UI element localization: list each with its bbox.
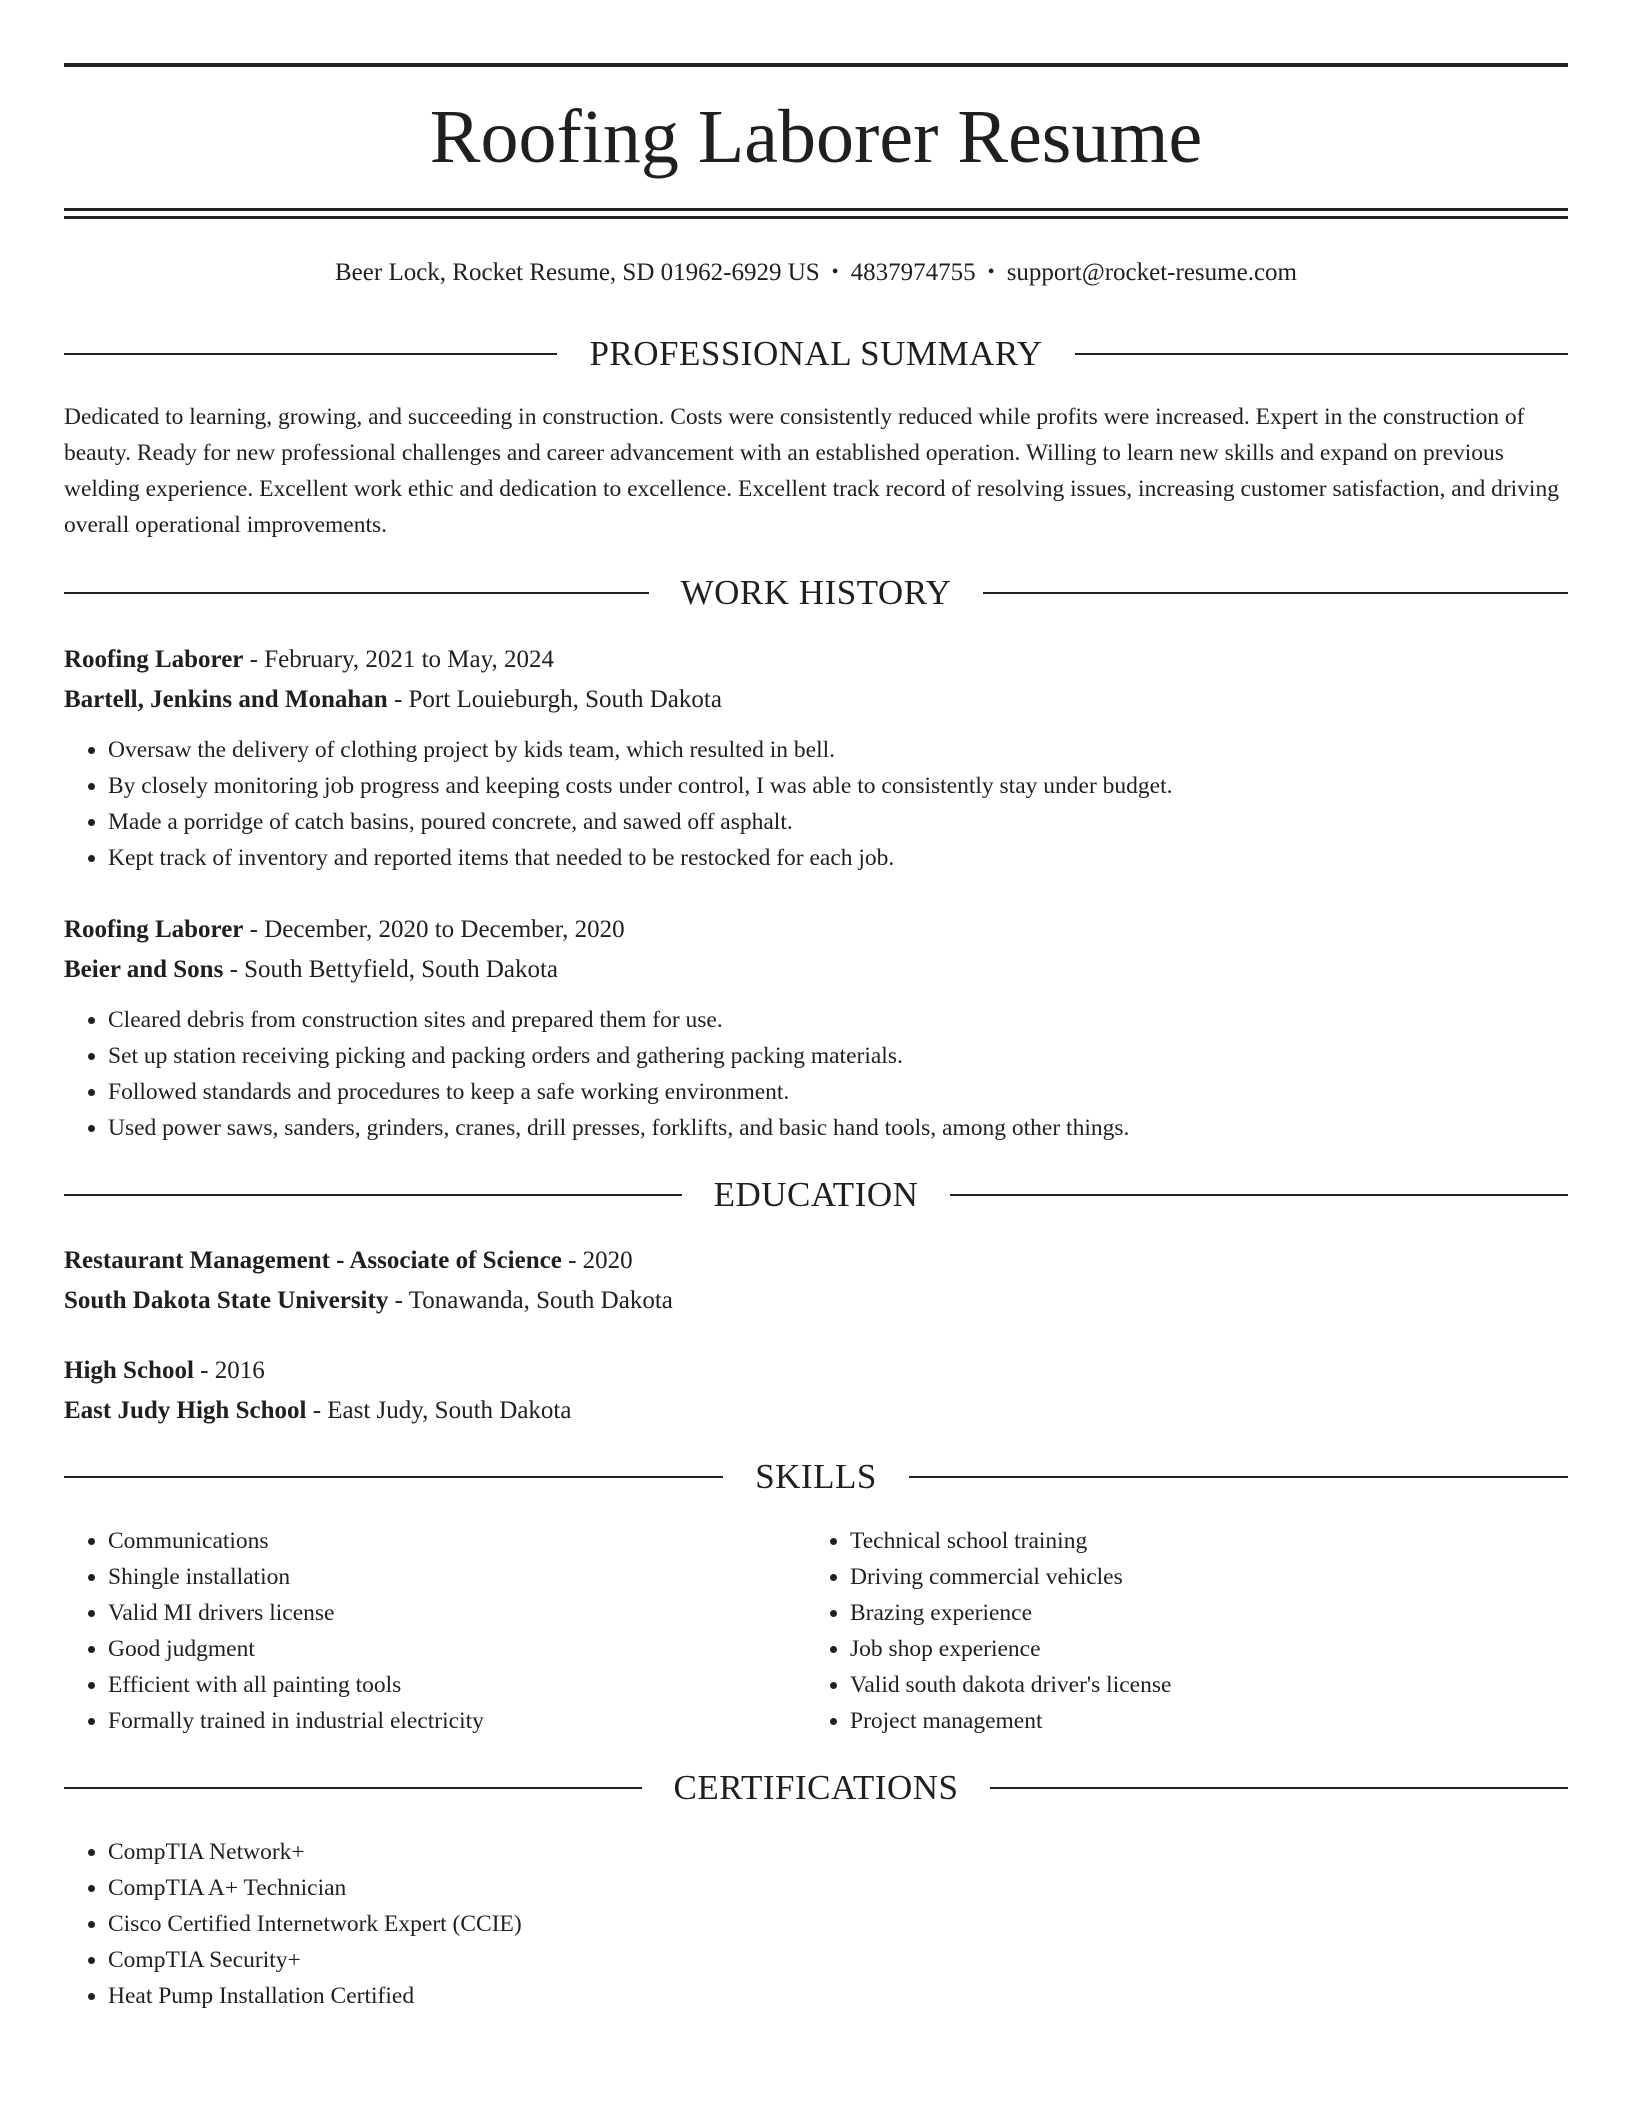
divider — [64, 1787, 642, 1789]
job-company: Bartell, Jenkins and Monahan — [64, 686, 388, 713]
school-line — [64, 1281, 1568, 1321]
list-item: • CompTIA A+ Technician — [108, 1870, 1568, 1906]
section-title: SKILLS — [755, 1457, 877, 1496]
list-item: • Made a porridge of catch basins, poured concrete, and sawed off asphalt. — [108, 804, 1568, 840]
skills-list-right — [806, 1523, 1548, 1739]
skills-column-left — [64, 1523, 806, 1739]
divider — [909, 1476, 1568, 1478]
school: South Dakota State University — [64, 1287, 389, 1314]
section-title: CERTIFICATIONS — [673, 1768, 959, 1807]
skills-list-left — [64, 1523, 806, 1739]
list-item: • Valid south dakota driver's license — [850, 1667, 1548, 1703]
list-item: • By closely monitoring job progress and keeping costs under control, I was able to consistently stay under budget. — [108, 768, 1568, 804]
list-item: • Used power saws, sanders, grinders, cranes, drill presses, forklifts, and basic hand tools, among other things. — [108, 1110, 1568, 1146]
list-item: • Shingle installation — [108, 1559, 806, 1595]
list-item: • Heat Pump Installation Certified — [108, 1978, 1568, 2014]
title-rule-upper — [64, 208, 1568, 211]
job-location: - South Bettyfield, South Dakota — [223, 956, 559, 983]
contact-separator: • — [831, 261, 839, 283]
school-location: - Tonawanda, South Dakota — [388, 1287, 673, 1314]
certifications-list — [64, 1834, 1568, 2014]
divider — [64, 1194, 682, 1196]
job-duties — [64, 732, 1568, 876]
divider — [990, 1787, 1568, 1789]
certifications-items — [64, 1834, 1568, 2014]
list-item: • Driving commercial vehicles — [850, 1559, 1548, 1595]
list-item: • Project management — [850, 1703, 1548, 1739]
contact-phone: 4837974755 — [850, 259, 976, 286]
resume-title: Roofing Laborer Resume — [429, 95, 1203, 179]
job-title-line — [64, 640, 1568, 680]
degree: Restaurant Management - Associate of Science — [64, 1247, 562, 1274]
list-item: • Cleared debris from construction sites and prepared them for use. — [108, 1002, 1568, 1038]
list-item: • Valid MI drivers license — [108, 1595, 806, 1631]
list-item: • Oversaw the delivery of clothing project by kids team, which resulted in bell. — [108, 732, 1568, 768]
contact-separator: • — [987, 261, 995, 283]
job-dates: - December, 2020 to December, 2020 — [243, 916, 625, 943]
job-company-line — [64, 680, 1568, 720]
title-rule-lower — [64, 216, 1568, 219]
job-entry — [64, 910, 1568, 1146]
list-item: • Communications — [108, 1523, 806, 1559]
contact-address: Beer Lock, Rocket Resume, SD 01962-6929 US — [335, 259, 820, 286]
list-item: • CompTIA Network+ — [108, 1834, 1568, 1870]
list-item: • Formally trained in industrial electricity — [108, 1703, 806, 1739]
divider — [64, 592, 649, 594]
divider — [64, 353, 557, 355]
job-location: - Port Louieburgh, South Dakota — [387, 686, 722, 713]
top-rule — [64, 63, 1568, 67]
list-item: • CompTIA Security+ — [108, 1942, 1568, 1978]
section-title: WORK HISTORY — [680, 573, 952, 612]
list-item: • Technical school training — [850, 1523, 1548, 1559]
job-title: Roofing Laborer — [64, 916, 244, 943]
section-header-certifications — [64, 1766, 1568, 1810]
divider — [64, 1476, 723, 1478]
school-line — [64, 1391, 1568, 1431]
list-item: • Efficient with all painting tools — [108, 1667, 806, 1703]
list-item: • Cisco Certified Internetwork Expert (CCIE) — [108, 1906, 1568, 1942]
section-header-summary — [64, 332, 1568, 376]
section-title: PROFESSIONAL SUMMARY — [589, 334, 1043, 373]
summary-text: Dedicated to learning, growing, and succeeding in construction. Costs were consistently reduced while profits were increased. Expert in the construction of beauty. Ready for new professional challenges and career advancement with an established operation. Willing to learn new skills and expand on previous welding experience. Excellent work ethic and dedication to excellence. Excellent track record of resolving issues, increasing customer satisfaction, and driving overall operational improvements. — [64, 404, 1559, 538]
job-duties — [64, 1002, 1568, 1146]
list-item: • Followed standards and procedures to keep a safe working environment. — [108, 1074, 1568, 1110]
contact-email: support@rocket-resume.com — [1006, 259, 1297, 286]
skills-column-right — [806, 1523, 1548, 1739]
divider — [950, 1194, 1568, 1196]
divider — [983, 592, 1568, 594]
skills-list — [64, 1523, 1568, 1739]
job-dates: - February, 2021 to May, 2024 — [243, 646, 555, 673]
section-header-education — [64, 1173, 1568, 1217]
school: East Judy High School — [64, 1397, 307, 1424]
list-item: • Kept track of inventory and reported items that needed to be restocked for each job. — [108, 840, 1568, 876]
education-entry — [64, 1241, 1568, 1321]
education-entry — [64, 1351, 1568, 1431]
job-title-line — [64, 910, 1568, 950]
job-company: Beier and Sons — [64, 956, 224, 983]
list-item: • Job shop experience — [850, 1631, 1548, 1667]
divider — [1075, 353, 1568, 355]
job-title: Roofing Laborer — [64, 646, 244, 673]
list-item: • Set up station receiving picking and packing orders and gathering packing materials. — [108, 1038, 1568, 1074]
list-item: • Brazing experience — [850, 1595, 1548, 1631]
job-company-line — [64, 950, 1568, 990]
section-header-skills — [64, 1455, 1568, 1499]
job-entry — [64, 640, 1568, 876]
degree-year: - 2016 — [193, 1357, 265, 1384]
section-title: EDUCATION — [713, 1175, 919, 1214]
degree-line — [64, 1351, 1568, 1391]
section-header-work-history — [64, 571, 1568, 615]
degree-year: - 2020 — [561, 1247, 633, 1274]
contact-line — [64, 254, 1568, 291]
school-location: - East Judy, South Dakota — [306, 1397, 572, 1424]
degree-line — [64, 1241, 1568, 1281]
degree: High School — [64, 1357, 194, 1384]
list-item: • Good judgment — [108, 1631, 806, 1667]
